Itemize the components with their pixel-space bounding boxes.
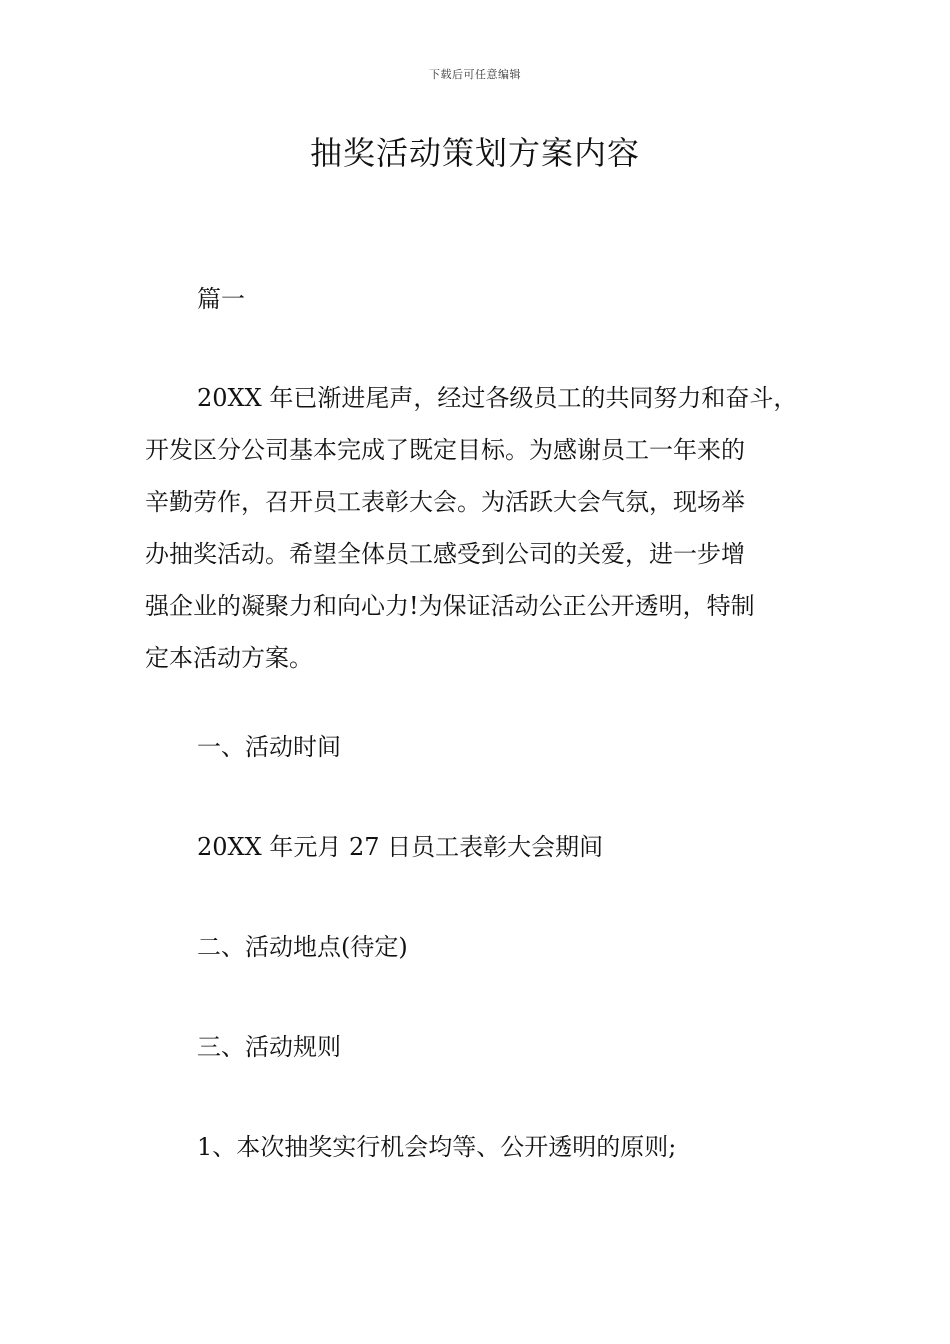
intro-line: 开发区分公司基本完成了既定目标。为感谢员工一年来的 (145, 436, 745, 464)
intro-line: 强企业的凝聚力和向心力!为保证活动公正公开透明，特制 (145, 592, 755, 620)
activity-time-value: 20XX 年元月 27 日员工表彰大会期间 (197, 833, 604, 861)
heading-activity-time: 一、活动时间 (197, 733, 341, 761)
intro-line: 定本活动方案。 (145, 644, 313, 672)
rule-item-1: 1、本次抽奖实行机会均等、公开透明的原则; (197, 1133, 677, 1161)
header-note: 下载后可任意编辑 (429, 68, 521, 81)
part-label: 篇一 (197, 285, 245, 313)
heading-activity-place: 二、活动地点(待定) (197, 933, 408, 961)
heading-activity-rules: 三、活动规则 (197, 1033, 341, 1061)
intro-line: 20XX 年已渐进尾声，经过各级员工的共同努力和奋斗， (197, 384, 798, 412)
intro-line: 办抽奖活动。希望全体员工感受到公司的关爱，进一步增 (145, 540, 745, 568)
document-title: 抽奖活动策划方案内容 (309, 134, 640, 172)
intro-line: 辛勤劳作，召开员工表彰大会。为活跃大会气氛，现场举 (145, 488, 745, 516)
intro-paragraph (145, 386, 835, 698)
